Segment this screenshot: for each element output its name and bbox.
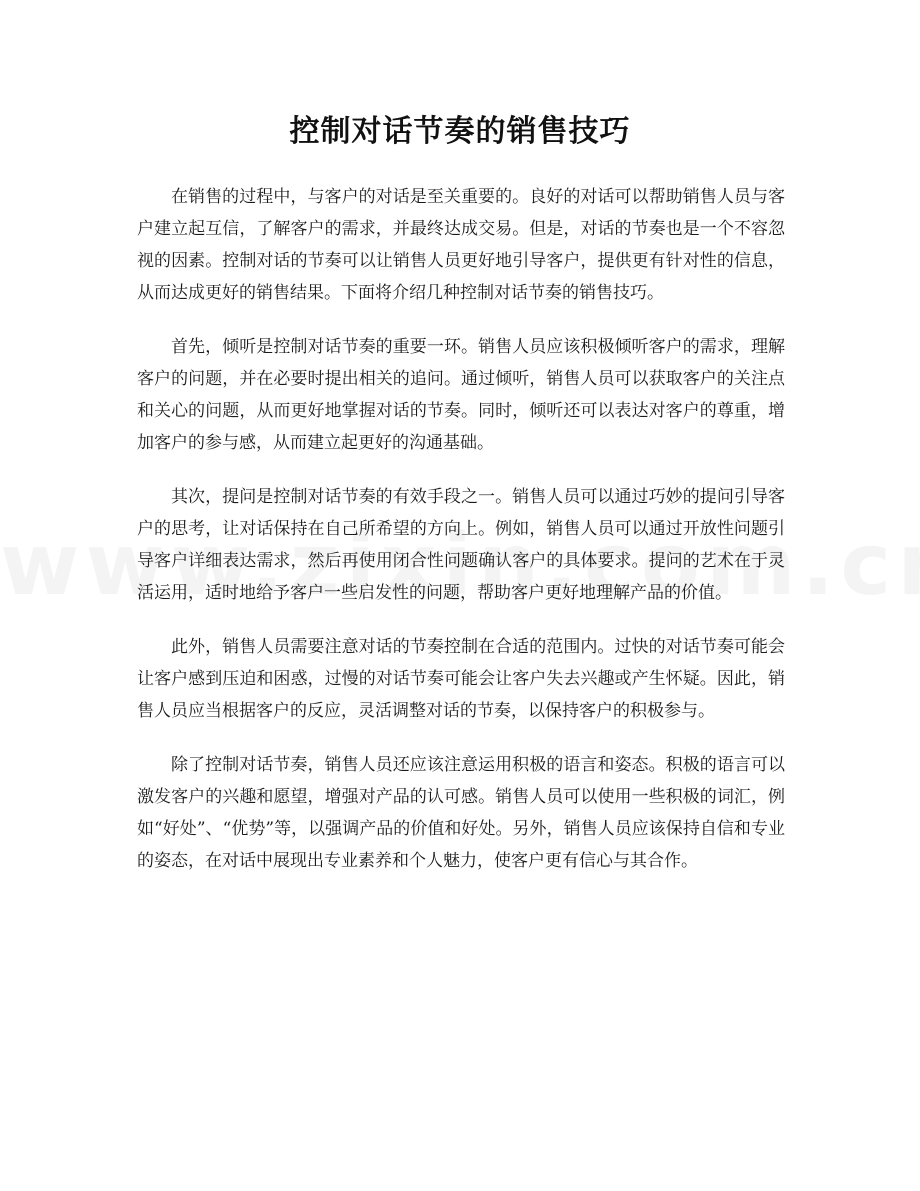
paragraph-listening: 首先，倾听是控制对话节奏的重要一环。销售人员应该积极倾听客户的需求，理解客户的问题，并在必要时提出相关的追问。通过倾听，销售人员可以获取客户的关注点和关心的问题，从而更好地掌握对话的节奏。同时，倾听还可以表达对客户的尊重，增加客户的参与感，从而建立起更好的沟通基础。 <box>137 337 785 453</box>
paragraph-positive-language: 除了控制对话节奏，销售人员还应该注意运用积极的语言和姿态。积极的语言可以激发客户的兴趣和愿望，增强对产品的认可感。销售人员可以使用一些积极的词汇，例如“好处”、“优势”等，以强调产品的价值和好处。另外，销售人员应该保持自信和专业的姿态，在对话中展现出专业素养和个人魅力，使客户更有信心与其合作。 <box>137 755 785 871</box>
page-title: 控制对话节奏的销售技巧 <box>289 114 631 149</box>
document-body <box>137 181 785 899</box>
paragraph-questioning: 其次，提问是控制对话节奏的有效手段之一。销售人员可以通过巧妙的提问引导客户的思考，让对话保持在自己所希望的方向上。例如，销售人员可以通过开放性问题引导客户详细表达需求，然后再使用闭合性问题确认客户的具体要求。提问的艺术在于灵活运用，适时地给予客户一些启发性的问题，帮助客户更好地理解产品的价值。 <box>137 487 785 603</box>
paragraph-intro: 在销售的过程中，与客户的对话是至关重要的。良好的对话可以帮助销售人员与客户建立起互信，了解客户的需求，并最终达成交易。但是，对话的节奏也是一个不容忽视的因素。控制对话的节奏可以让销售人员更好地引导客户，提供更有针对性的信息，从而达成更好的销售结果。下面将介绍几种控制对话节奏的销售技巧。 <box>137 187 785 303</box>
paragraph-pacing: 此外，销售人员需要注意对话的节奏控制在合适的范围内。过快的对话节奏可能会让客户感到压迫和困惑，过慢的对话节奏可能会让客户失去兴趣或产生怀疑。因此，销售人员应当根据客户的反应，灵活调整对话的节奏，以保持客户的积极参与。 <box>137 637 785 721</box>
